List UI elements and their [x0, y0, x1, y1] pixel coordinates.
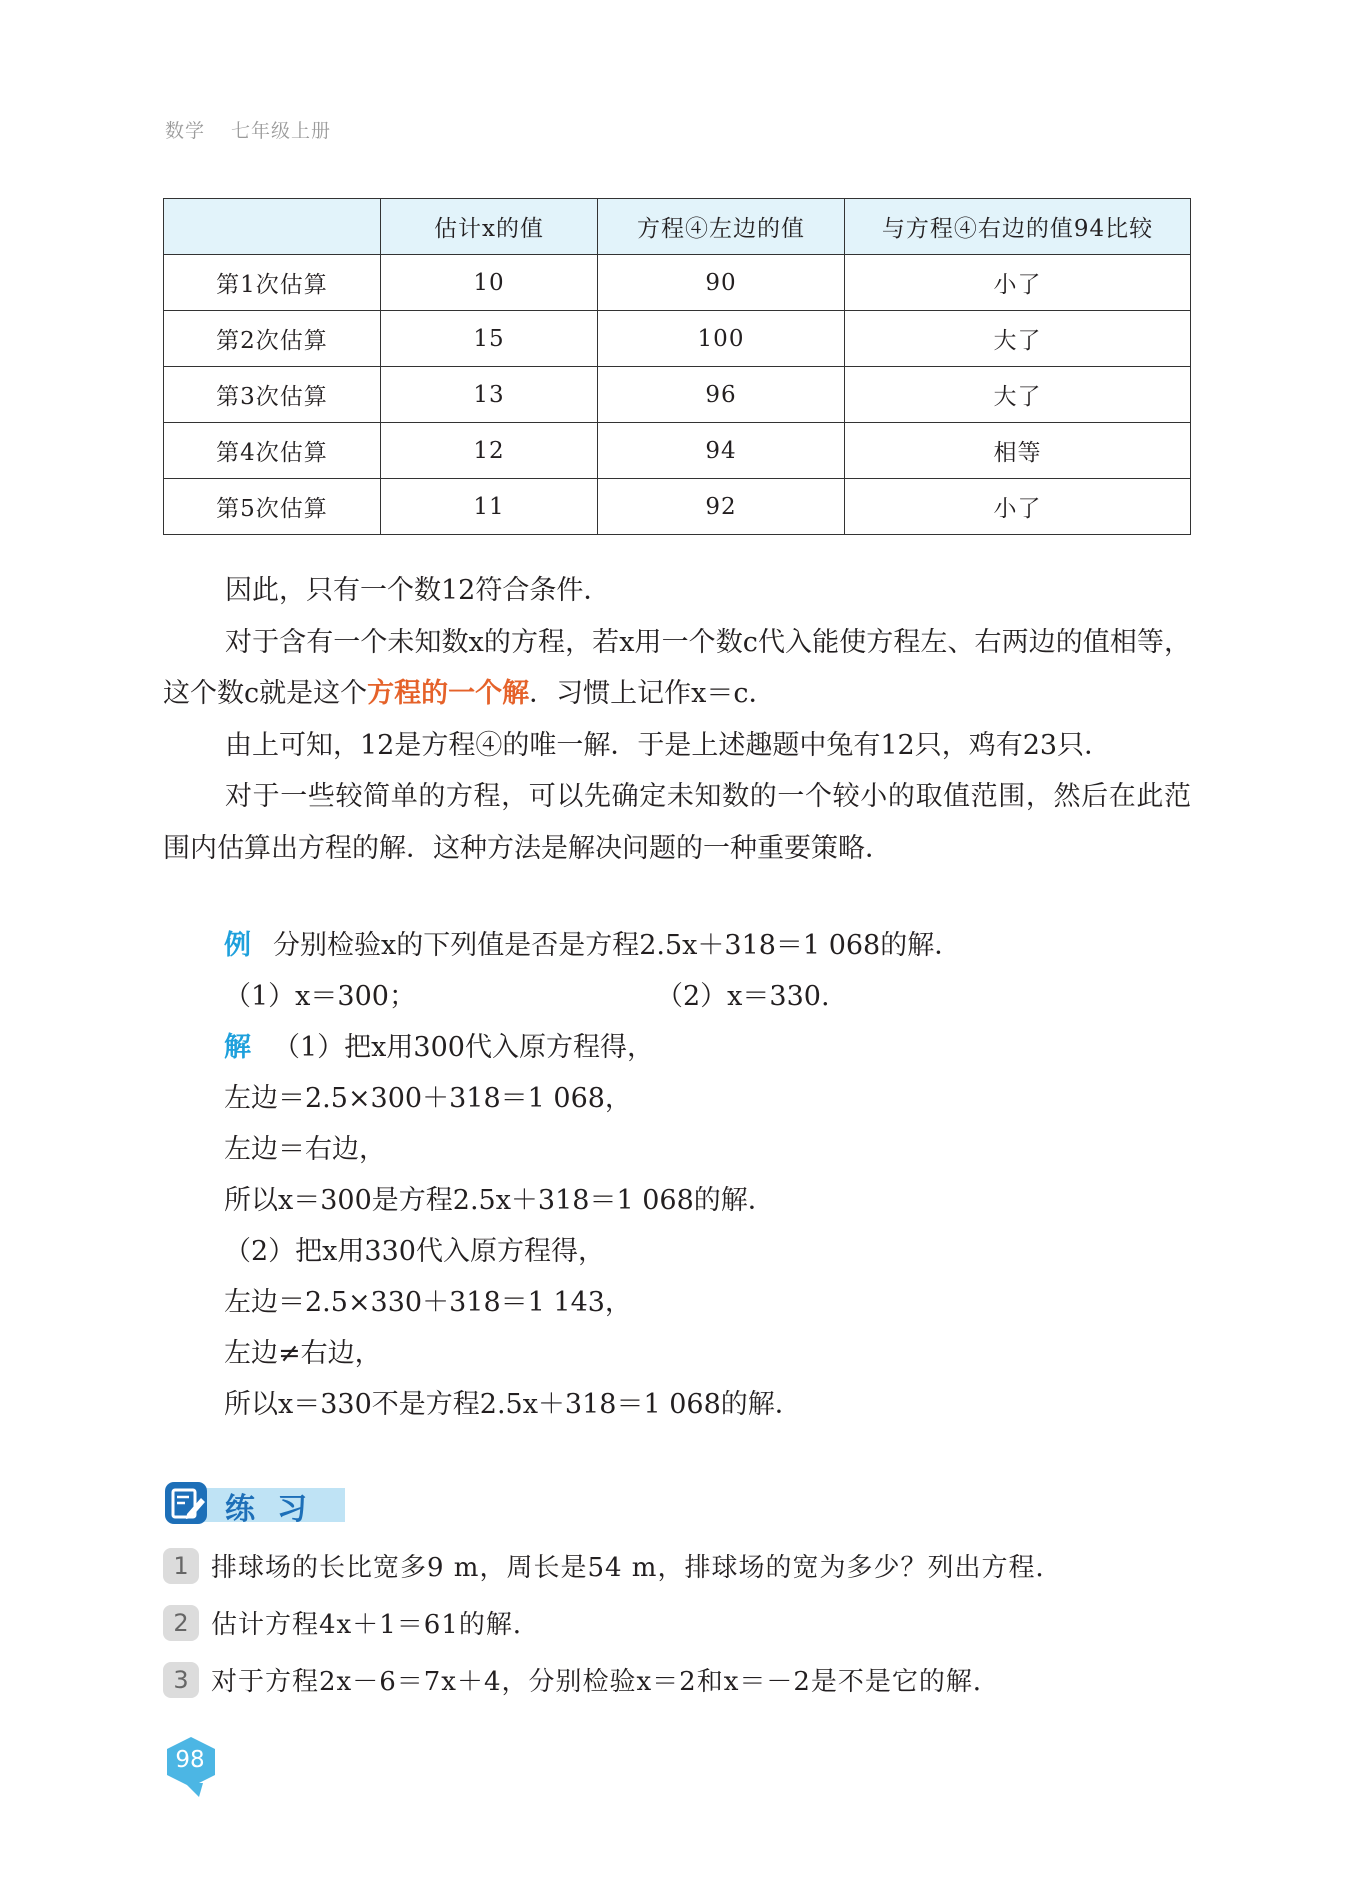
table-row [164, 423, 1191, 479]
body-paragraphs [163, 565, 1191, 874]
solution-text: （1）把x用300代入原方程得， [273, 1032, 654, 1063]
exercise-number: 1 [163, 1548, 199, 1584]
exercise-item [163, 1547, 1062, 1585]
solution-label: 解 [224, 1032, 251, 1063]
table-row [164, 367, 1191, 423]
table-cell: 第4次估算 [164, 423, 381, 479]
table-row [164, 311, 1191, 367]
example-question-text: 分别检验x的下列值是否是方程2.5x＋318＝1 068的解． [273, 930, 962, 961]
exercise-number: 2 [163, 1605, 199, 1641]
table-header-cell: 方程④左边的值 [598, 199, 845, 255]
definition-term: 方程的一个解 [367, 678, 530, 709]
paragraph-strategy: 对于一些较简单的方程，可以先确定未知数的一个较小的取值范围，然后在此范围内估算出方程的解．这种方法是解决问题的一种重要策略． [163, 781, 1191, 864]
estimation-table [163, 198, 1191, 535]
paragraph-unique-solution: 由上可知，12是方程④的唯一解．于是上述趣题中兔有12只，鸡有23只． [225, 729, 1112, 761]
table-header-cell [164, 199, 381, 255]
table-row [164, 479, 1191, 535]
solution-line: （2）把x用330代入原方程得， [224, 1236, 605, 1267]
table-cell: 10 [381, 255, 598, 311]
exercise-heading [163, 1480, 345, 1526]
exercise-item [163, 1661, 1000, 1699]
table-cell: 92 [598, 479, 845, 535]
table-cell: 大了 [845, 367, 1191, 423]
table-cell: 相等 [845, 423, 1191, 479]
solution-line: 左边＝2.5×300＋318＝1 068， [224, 1083, 632, 1114]
table-cell: 94 [598, 423, 845, 479]
header-subject: 数学 [165, 120, 206, 142]
example-sub-1: （1）x＝300； [224, 981, 416, 1012]
solution-line: 左边＝右边， [224, 1134, 386, 1165]
table-header-row [164, 199, 1191, 255]
solution-line: 左边＝2.5×330＋318＝1 143， [224, 1287, 632, 1318]
page-number-badge [163, 1735, 219, 1799]
exercise-text: 排球场的长比宽多9 m，周长是54 m，排球场的宽为多少？列出方程． [211, 1553, 1063, 1583]
header-book: 七年级上册 [231, 120, 332, 142]
definition-notation: ．习惯上记作x＝c． [529, 678, 776, 709]
solution-line: 所以x＝300是方程2.5x＋318＝1 068的解． [224, 1185, 775, 1216]
table-cell: 96 [598, 367, 845, 423]
exercise-text: 对于方程2x－6＝7x＋4，分别检验x＝2和x＝－2是不是它的解． [211, 1667, 1000, 1697]
example-question [224, 920, 1184, 971]
table-cell: 12 [381, 423, 598, 479]
exercise-item [163, 1604, 540, 1642]
exercise-title: 练习 [225, 1492, 329, 1527]
table-cell: 大了 [845, 311, 1191, 367]
exercise-text: 估计方程4x＋1＝61的解． [211, 1610, 540, 1640]
table-row [164, 255, 1191, 311]
paragraph-definition [163, 617, 1191, 720]
table-cell: 15 [381, 311, 598, 367]
table-header-cell: 与方程④右边的值94比较 [845, 199, 1191, 255]
table-cell: 小了 [845, 479, 1191, 535]
table-cell: 第5次估算 [164, 479, 381, 535]
running-header [165, 116, 331, 143]
table-cell: 第1次估算 [164, 255, 381, 311]
definition-text: 对于含有一个未知数x的方程，若x用一个数c代入能使方程左、右两边的值相等，这个数c就是这个 [163, 626, 1191, 709]
solution-line [224, 1022, 1184, 1073]
example-sub-2: （2）x＝330. [656, 981, 830, 1012]
page-number: 98 [175, 1747, 205, 1773]
table-cell: 100 [598, 311, 845, 367]
table-cell: 13 [381, 367, 598, 423]
table-cell: 90 [598, 255, 845, 311]
exercise-number: 3 [163, 1662, 199, 1698]
table-header-cell: 估计x的值 [381, 199, 598, 255]
example-label: 例 [224, 930, 251, 961]
table-cell: 11 [381, 479, 598, 535]
table-cell: 小了 [845, 255, 1191, 311]
pencil-note-icon [163, 1480, 209, 1526]
table-cell: 第2次估算 [164, 311, 381, 367]
table-cell: 第3次估算 [164, 367, 381, 423]
paragraph-conclusion: 因此，只有一个数12符合条件． [225, 575, 611, 606]
solution-line: 所以x＝330不是方程2.5x＋318＝1 068的解． [224, 1389, 802, 1420]
example-block [224, 920, 1184, 1430]
solution-line: 左边≠右边， [224, 1338, 382, 1369]
example-subquestions [224, 971, 1184, 1022]
